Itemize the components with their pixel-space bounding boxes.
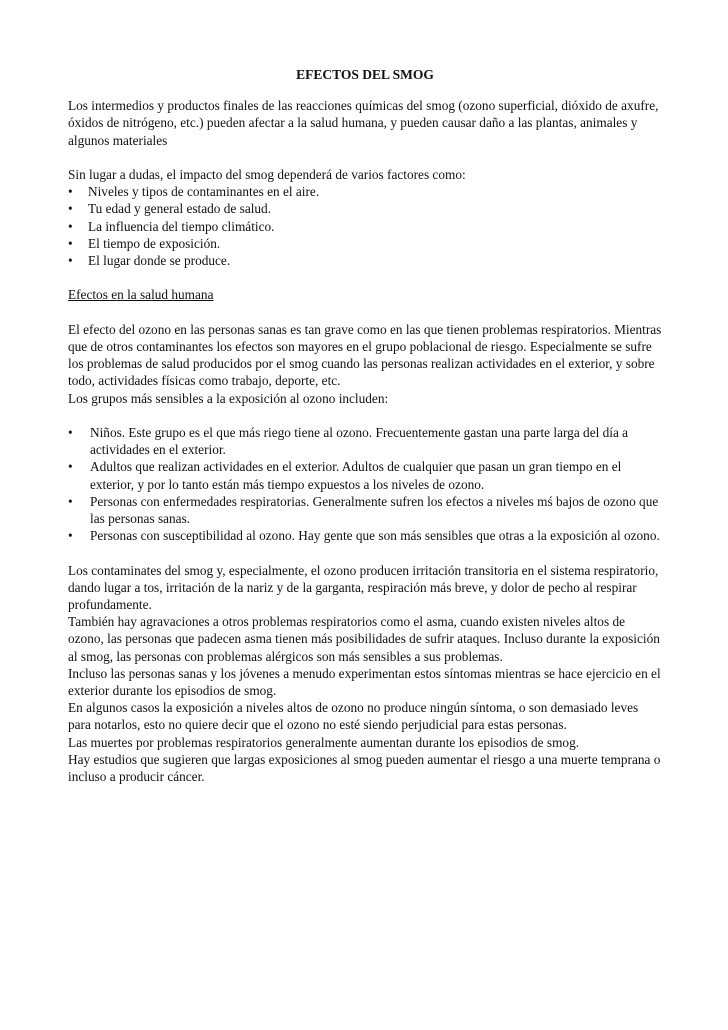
bullet-icon: • [68,201,73,217]
spacer [68,269,662,286]
bullet-icon: • [68,253,73,269]
health-paragraph: El efecto del ozono en las personas sanas es tan grave como en las que tienen problemas respiratorios. Mientras que de otros contaminantes los efectos son mayores en el grupo poblacional de riesgo. Especialmente se sufre los problemas de salud producidos por el smog cuando las personas realizan actividades en el exterior, y sobre todo, actividades físicas como trabajo, deporte, etc. [68,321,662,389]
spacer [68,407,662,424]
closing-paragraph: En algunos casos la exposición a niveles altos de ozono no produce ningún síntoma, o son demasiado leves para notarlos, esto no quiere decir que el ozono no esté siendo perjudicial para estas personas. [68,700,639,733]
bullet-icon: • [68,459,73,475]
intro-paragraph: Los intermedios y productos finales de las reacciones químicas del smog (ozono superficial, dióxido de axufre, óxidos de nitrógeno, etc.) pueden afectar a la salud humana, y pueden causar daño a las plantas, animales y algunos materiales [68,98,659,148]
bullet-icon: • [68,493,73,509]
groups-list [68,424,662,544]
list-item: • El lugar donde se produce. [68,253,231,269]
list-item: • Niños. Este grupo es el que más riego tiene al ozono. Frecuentemente gastan una parte larga del día a actividades en el exterior. [68,425,629,458]
spacer [68,304,662,321]
list-item: • El tiempo de exposición. [68,235,221,251]
spacer [68,149,662,166]
closing-paragraph: Incluso las personas sanas y los jóvenes a menudo experimentan estos síntomas mientras se hace ejercicio en el exterior durante los episodios de smog. [68,665,661,699]
closing-paragraph: Hay estudios que sugieren que largas exposiciones al smog pueden aumentar el riesgo a una muerte temprana o incluso a producir cáncer. [68,751,661,785]
closing-paragraph: Las muertes por problemas respiratorios generalmente aumentan durante los episodios de smog. [68,734,580,750]
document-title: EFECTOS DEL SMOG [296,67,434,82]
spacer [68,544,662,561]
bullet-icon: • [68,528,73,544]
section-heading: Efectos en la salud humana [68,287,214,303]
bullet-icon: • [68,184,73,200]
closing-paragraph: También hay agravaciones a otros problemas respiratorios como el asma, cuando existen niveles altos de ozono, las personas que padecen asma tienen más posibilidades de sufrir ataques. Incluso durante la exposición al smog, las personas con problemas alérgicos son más sensibles a sus problemas. [68,614,660,664]
list-item: • Adultos que realizan actividades en el exterior. Adultos de cualquier que pasan un gran tiempo en el exterior, y por lo tanto están más tiempo expuestos a los niveles de ozono. [68,459,622,492]
list-item: • Personas con susceptibilidad al ozono. Hay gente que son más sensibles que otras a la exposición al ozono. [68,528,660,544]
closing-paragraph: Los contaminates del smog y, especialmente, el ozono producen irritación transitoria en el sistema respiratorio, dando lugar a tos, irritación de la nariz y de la garganta, respiración más breve, y dolor de pecho al respirar profundamente. [68,562,659,613]
list-item: • La influencia del tiempo climático. [68,218,275,234]
list-item: • Tu edad y general estado de salud. [68,201,272,217]
bullet-icon: • [68,235,73,251]
list-item: • Niveles y tipos de contaminantes en el aire. [68,184,320,200]
groups-intro: Los grupos más sensibles a la exposición al ozono includen: [68,390,389,406]
list-item: • Personas con enfermedades respiratorias. Generalmente sufren los efectos a niveles mś bajos de ozono que las personas sanas. [68,493,659,527]
bullet-icon: • [68,425,73,440]
bullet-icon: • [68,218,73,234]
factors-intro: Sin lugar a dudas, el impacto del smog dependerá de varios factores como: [68,167,466,182]
factors-list [68,183,662,269]
